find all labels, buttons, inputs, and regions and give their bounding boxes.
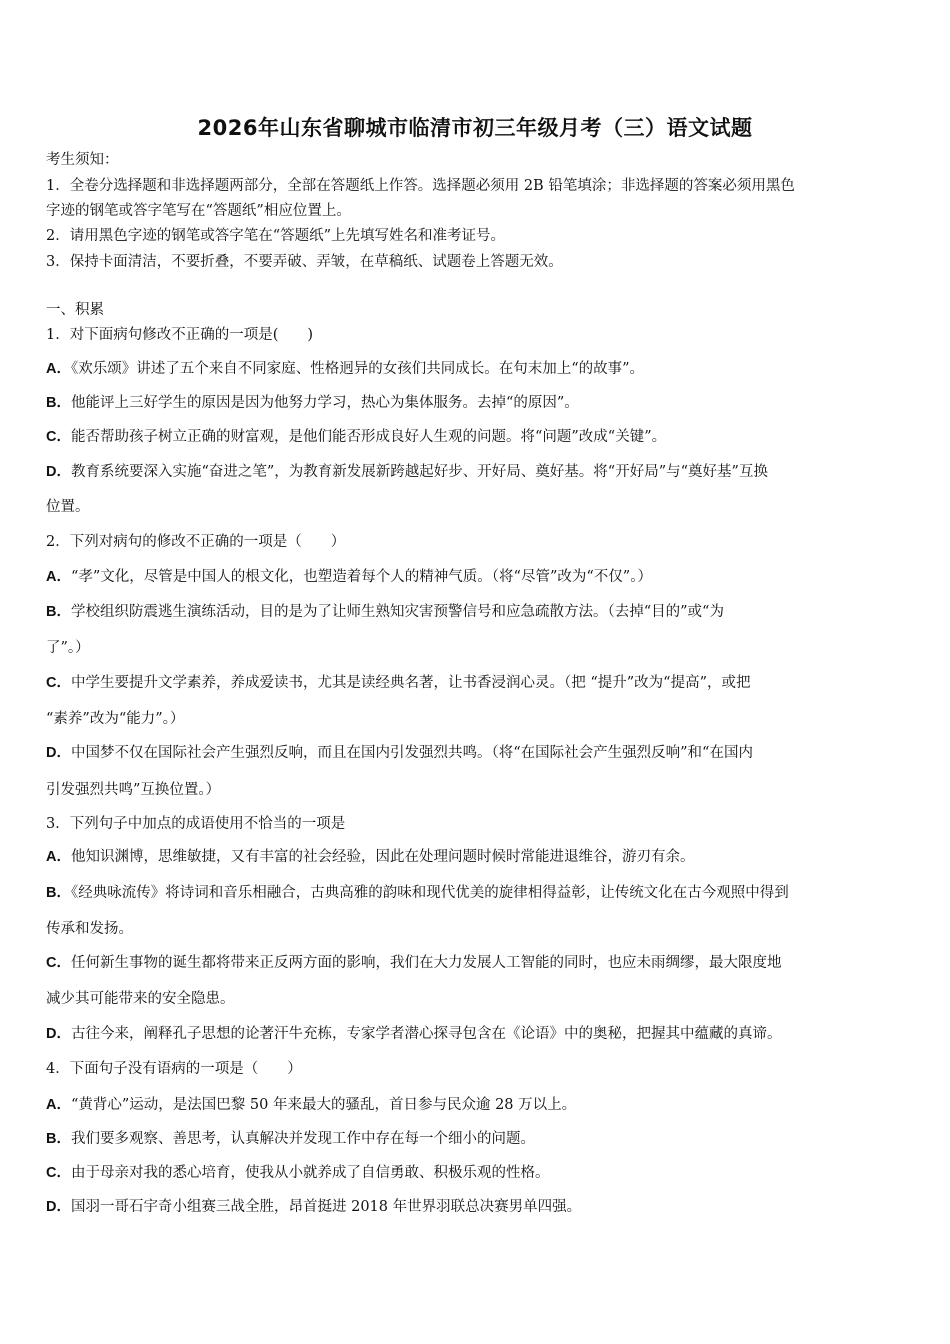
option-text: 他能评上三好学生的原因是因为他努力学习，热心为集体服务。去掉“的原因”。 — [70, 395, 579, 411]
option-letter: C． — [46, 955, 71, 971]
option-letter: A． — [46, 849, 71, 865]
option-line — [46, 847, 694, 867]
option-line — [46, 359, 644, 379]
option-line — [46, 1095, 576, 1115]
option-line — [46, 602, 724, 622]
option-letter: C． — [46, 675, 71, 691]
section-heading: 一、积累 — [46, 302, 104, 318]
option-text: “黄背心”运动，是法国巴黎 50 年来最大的骚乱，首日参与民众逾 28 万以上。 — [70, 1097, 577, 1113]
notice-line: 1．全卷分选择题和非选择题两部分，全部在答题纸上作答。选择题必须用 2B 铅笔填涂；非选择题的答案必须用黑色 — [46, 178, 795, 194]
option-text: 《经典咏流传》将诗词和音乐相融合，古典高雅的韵味和现代优美的旋律相得益彰，让传统文化在古今观照中得到 — [70, 885, 789, 901]
option-text: 任何新生事物的诞生都将带来正反两方面的影响，我们在大力发展人工智能的同时，也应未雨绸缪，最大限度地 — [70, 955, 782, 971]
option-continuation: 减少其可能带来的安全隐患。 — [46, 991, 235, 1007]
option-letter: B． — [46, 604, 71, 620]
notice-line: 字迹的钢笔或答字笔写在“答题纸”相应位置上。 — [46, 203, 351, 219]
option-text: 中学生要提升文学素养，养成爱读书，尤其是读经典名著，让书香浸润心灵。（把 “提升”改为“提高”，或把 — [70, 675, 751, 691]
notice-line: 3．保持卡面清洁，不要折叠，不要弄破、弄皱，在草稿纸、试题卷上答题无效。 — [46, 254, 563, 270]
option-continuation: 位置。 — [46, 499, 90, 515]
option-letter: D． — [46, 1199, 71, 1215]
page-title: 2026年山东省聊城市临清市初三年级月考（三）语文试题 — [197, 116, 753, 140]
notice-heading: 考生须知： — [46, 152, 119, 168]
option-continuation: 传承和发扬。 — [46, 921, 133, 937]
option-line — [46, 673, 751, 693]
option-line — [46, 1163, 549, 1183]
option-line — [46, 462, 768, 482]
option-letter: C． — [46, 429, 71, 445]
option-text: 由于母亲对我的悉心培育，使我从小就养成了自信勇敢、积极乐观的性格。 — [70, 1165, 550, 1181]
option-line — [46, 883, 789, 903]
option-line — [46, 1197, 581, 1217]
question-stem: 4．下面句子没有语病的一项是（ ） — [46, 1061, 302, 1077]
option-line — [46, 393, 579, 413]
option-continuation: “素养”改为“能力”。） — [46, 711, 185, 727]
option-letter: A． — [46, 1097, 71, 1113]
option-text: “孝”文化，尽管是中国人的根文化，也塑造着每个人的精神气质。（将“尽管”改为“不仅”。） — [70, 569, 652, 585]
option-letter: D． — [46, 1026, 71, 1042]
question-stem: 3．下列句子中加点的成语使用不恰当的一项是 — [46, 816, 346, 832]
option-letter: A． — [46, 569, 71, 585]
question-stem: 1．对下面病句修改不正确的一项是( ) — [46, 327, 314, 343]
option-text: 《欢乐颂》讲述了五个来自不同家庭、性格迥异的女孩们共同成长。在句末加上“的故事”。 — [70, 361, 645, 377]
option-text: 我们要多观察、善思考，认真解决并发现工作中存在每一个细小的问题。 — [70, 1131, 535, 1147]
option-line — [46, 1024, 781, 1044]
option-text: 学校组织防震逃生演练活动，目的是为了让师生熟知灾害预警信号和应急疏散方法。（去掉“目的”或“为 — [70, 604, 724, 620]
option-text: 他知识渊博，思维敏捷，又有丰富的社会经验，因此在处理问题时候时常能进退维谷，游刃有余。 — [70, 849, 695, 865]
option-text: 教育系统要深入实施“奋进之笔”，为教育新发展新跨越起好步、开好局、奠好基。将“开好局”与“奠好基”互换 — [70, 464, 768, 480]
option-text: 国羽一哥石宇奇小组赛三战全胜，昂首挺进 2018 年世界羽联总决赛男单四强。 — [70, 1199, 582, 1215]
option-line — [46, 427, 666, 447]
option-continuation: 引发强烈共鸣”互换位置。） — [46, 782, 221, 798]
option-letter: D． — [46, 745, 71, 761]
option-text: 古往今来，阐释孔子思想的论著汗牛充栋，专家学者潜心探寻包含在《论语》中的奥秘，把握其中蕴藏的真谛。 — [70, 1026, 782, 1042]
option-letter: B． — [46, 1131, 71, 1147]
option-letter: D． — [46, 464, 71, 480]
option-text: 能否帮助孩子树立正确的财富观，是他们能否形成良好人生观的问题。将“问题”改成“关键”。 — [70, 429, 667, 445]
option-line — [46, 953, 781, 973]
option-line — [46, 743, 753, 763]
option-text: 中国梦不仅在国际社会产生强烈反响，而且在国内引发强烈共鸣。（将“在国际社会产生强烈反响”和“在国内 — [70, 745, 753, 761]
notice-line: 2．请用黑色字迹的钢笔或答字笔在“答题纸”上先填写姓名和准考证号。 — [46, 228, 506, 244]
option-line — [46, 567, 652, 587]
option-letter: C． — [46, 1165, 71, 1181]
option-continuation: 了”。） — [46, 640, 90, 656]
option-letter: A． — [46, 361, 71, 377]
option-letter: B． — [46, 885, 71, 901]
option-line — [46, 1129, 535, 1149]
question-stem: 2．下列对病句的修改不正确的一项是（ ） — [46, 534, 346, 550]
option-letter: B． — [46, 395, 71, 411]
